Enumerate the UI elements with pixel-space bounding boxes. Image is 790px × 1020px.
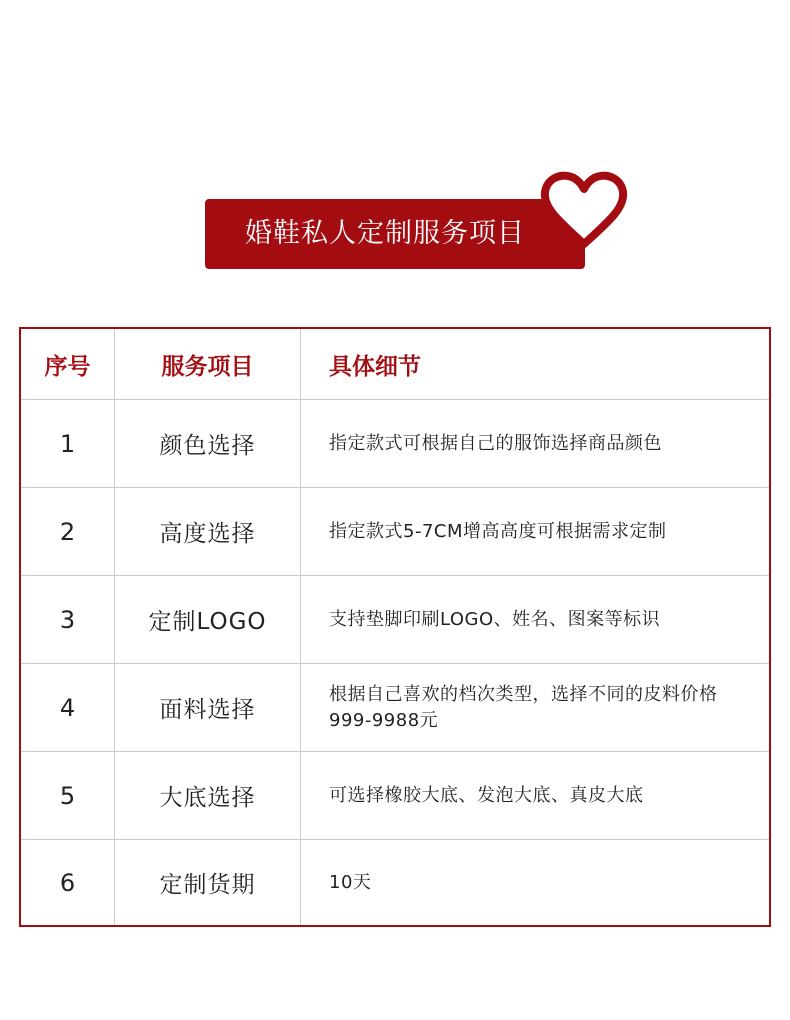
row-item: 定制货期 [115, 840, 301, 925]
row-detail: 根据自己喜欢的档次类型，选择不同的皮料价格999-9988元 [329, 683, 718, 731]
table-header-row [21, 329, 769, 400]
table-row [21, 752, 769, 840]
service-table [19, 327, 771, 927]
banner-title: 婚鞋私人定制服务项目 [245, 218, 525, 249]
header-item: 服务项目 [115, 329, 301, 399]
table-row [21, 400, 769, 488]
row-item: 定制LOGO [115, 576, 301, 663]
table-row [21, 840, 769, 925]
row-number: 4 [21, 664, 115, 751]
row-number: 6 [21, 840, 115, 925]
row-detail: 指定款式可根据自己的服饰选择商品颜色 [329, 432, 662, 454]
row-number: 1 [21, 400, 115, 487]
row-number: 5 [21, 752, 115, 839]
table-row [21, 576, 769, 664]
heart-icon [538, 170, 630, 250]
row-detail: 10天 [329, 871, 372, 893]
row-item: 颜色选择 [115, 400, 301, 487]
row-number: 3 [21, 576, 115, 663]
header-detail: 具体细节 [329, 353, 421, 380]
row-detail: 可选择橡胶大底、发泡大底、真皮大底 [329, 784, 644, 806]
row-number: 2 [21, 488, 115, 575]
row-detail: 指定款式5-7CM增高高度可根据需求定制 [329, 520, 667, 542]
table-row [21, 664, 769, 752]
header-no: 序号 [21, 329, 115, 399]
title-banner [205, 199, 585, 269]
row-item: 大底选择 [115, 752, 301, 839]
row-item: 高度选择 [115, 488, 301, 575]
row-item: 面料选择 [115, 664, 301, 751]
table-row [21, 488, 769, 576]
row-detail: 支持垫脚印刷LOGO、姓名、图案等标识 [329, 608, 661, 630]
